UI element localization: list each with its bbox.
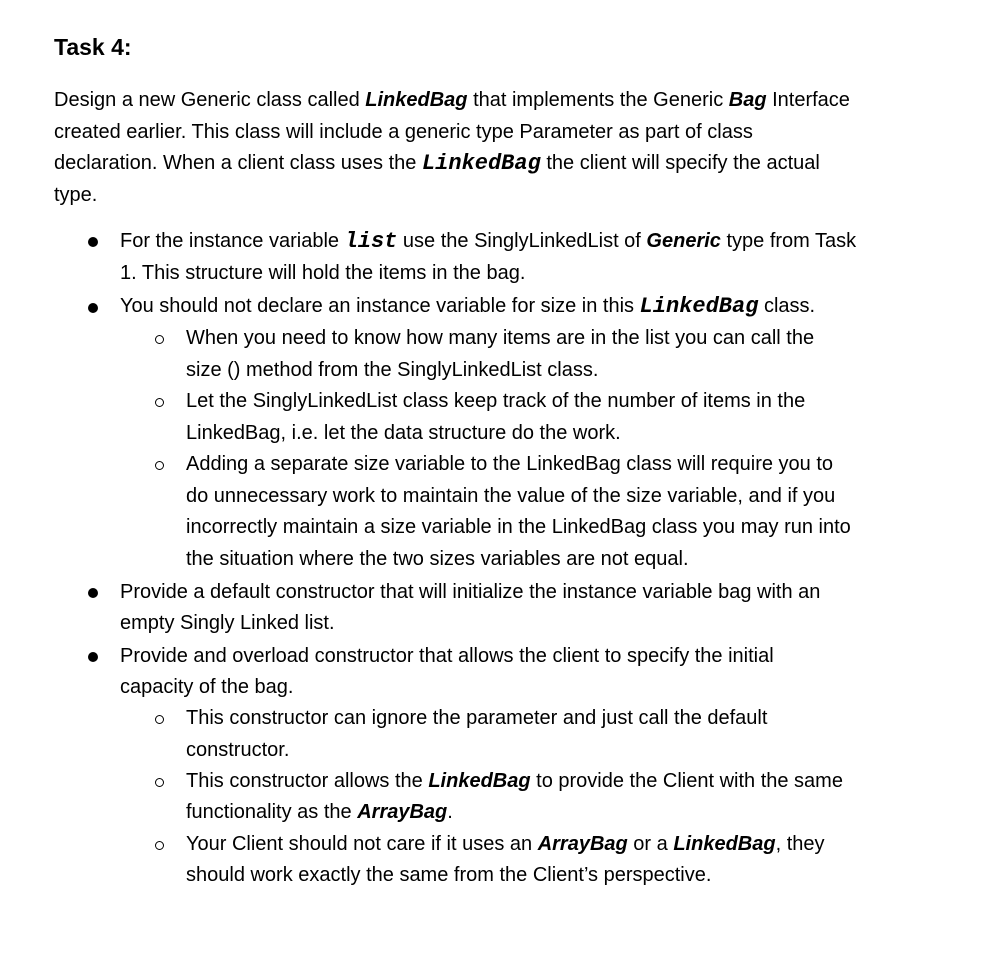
sub-bullet-line: should work exactly the same from the Client’s perspective. [186,864,712,886]
text: use the SinglyLinkedList of [397,230,647,252]
task-heading: Task 4: [54,34,132,60]
code-variable-name: list [344,229,398,254]
sub-bullet-line: When you need to know how many items are in the list you can call the [186,327,815,349]
bullet-2-line-1 [120,291,815,323]
class-name-emphasis: ArrayBag [537,833,628,855]
sub-bullet-line: constructor. [186,739,290,761]
sub-bullet-line: incorrectly maintain a size variable in the LinkedBag class you may run into [186,516,851,538]
text: that implements the Generic [467,89,729,111]
intro-line [54,85,924,117]
sub-bullet-line [186,766,843,798]
text: type from Task [720,230,857,252]
text: . [447,801,453,823]
intro-paragraph [54,85,924,211]
text: or a [627,833,674,855]
text: Your Client should not care if it uses an [186,833,538,855]
interface-name-emphasis: Bag [728,89,767,111]
class-name-emphasis: LinkedBag [365,89,468,111]
bullet-icon [88,237,98,247]
text: Design a new Generic class called [54,89,366,111]
sub-bullet-icon [155,398,164,407]
text: Interface [766,89,850,111]
text: declaration. When a client class uses the [54,152,422,174]
class-name-emphasis: LinkedBag [673,833,776,855]
bullet-3-line-1: Provide a default constructor that will initialize the instance variable bag with an [120,581,821,603]
bullet-1-line-2: 1. This structure will hold the items in the bag. [120,262,526,284]
sub-bullet-line: size () method from the SinglyLinkedList class. [186,359,599,381]
text: class. [758,295,816,317]
intro-line: created earlier. This class will include a generic type Parameter as part of class [54,120,753,143]
bullet-icon [88,652,98,662]
text: , they [775,833,825,855]
bullet-1-line-1 [120,226,856,258]
bullet-3-line-2: empty Singly Linked list. [120,612,335,634]
intro-line [54,148,924,180]
text: the client will specify the actual [540,152,820,174]
sub-bullet-icon [155,841,164,850]
sub-bullet-icon [155,778,164,787]
class-name-emphasis: LinkedBag [428,770,531,792]
text: For the instance variable [120,230,345,252]
sub-bullet-line: Adding a separate size variable to the LinkedBag class will require you to [186,453,834,475]
bullet-4-line-1: Provide and overload constructor that allows the client to specify the initial [120,645,774,667]
sub-bullet-line: LinkedBag, i.e. let the data structure do the work. [186,422,621,444]
code-class-name: LinkedBag [639,294,759,319]
class-name-emphasis: ArrayBag [357,801,448,823]
text: to provide the Client with the same [530,770,843,792]
text: You should not declare an instance variable for size in this [120,295,640,317]
sub-bullet-icon [155,461,164,470]
text: This constructor allows the [186,770,429,792]
sub-bullet-line [186,829,825,861]
sub-bullet-line: do unnecessary work to maintain the value of the size variable, and if you [186,485,836,507]
sub-bullet-icon [155,335,164,344]
sub-bullet-icon [155,715,164,724]
sub-bullet-line: This constructor can ignore the parameter and just call the default [186,707,768,729]
bullet-icon [88,588,98,598]
sub-bullet-line [186,797,453,829]
bullet-icon [88,303,98,313]
generic-emphasis: Generic [646,230,721,252]
intro-line: type. [54,183,98,206]
code-class-name: LinkedBag [421,151,541,176]
text: functionality as the [186,801,358,823]
bullet-4-line-2: capacity of the bag. [120,676,294,698]
sub-bullet-line: the situation where the two sizes variables are not equal. [186,548,689,570]
sub-bullet-line: Let the SinglyLinkedList class keep track of the number of items in the [186,390,806,412]
